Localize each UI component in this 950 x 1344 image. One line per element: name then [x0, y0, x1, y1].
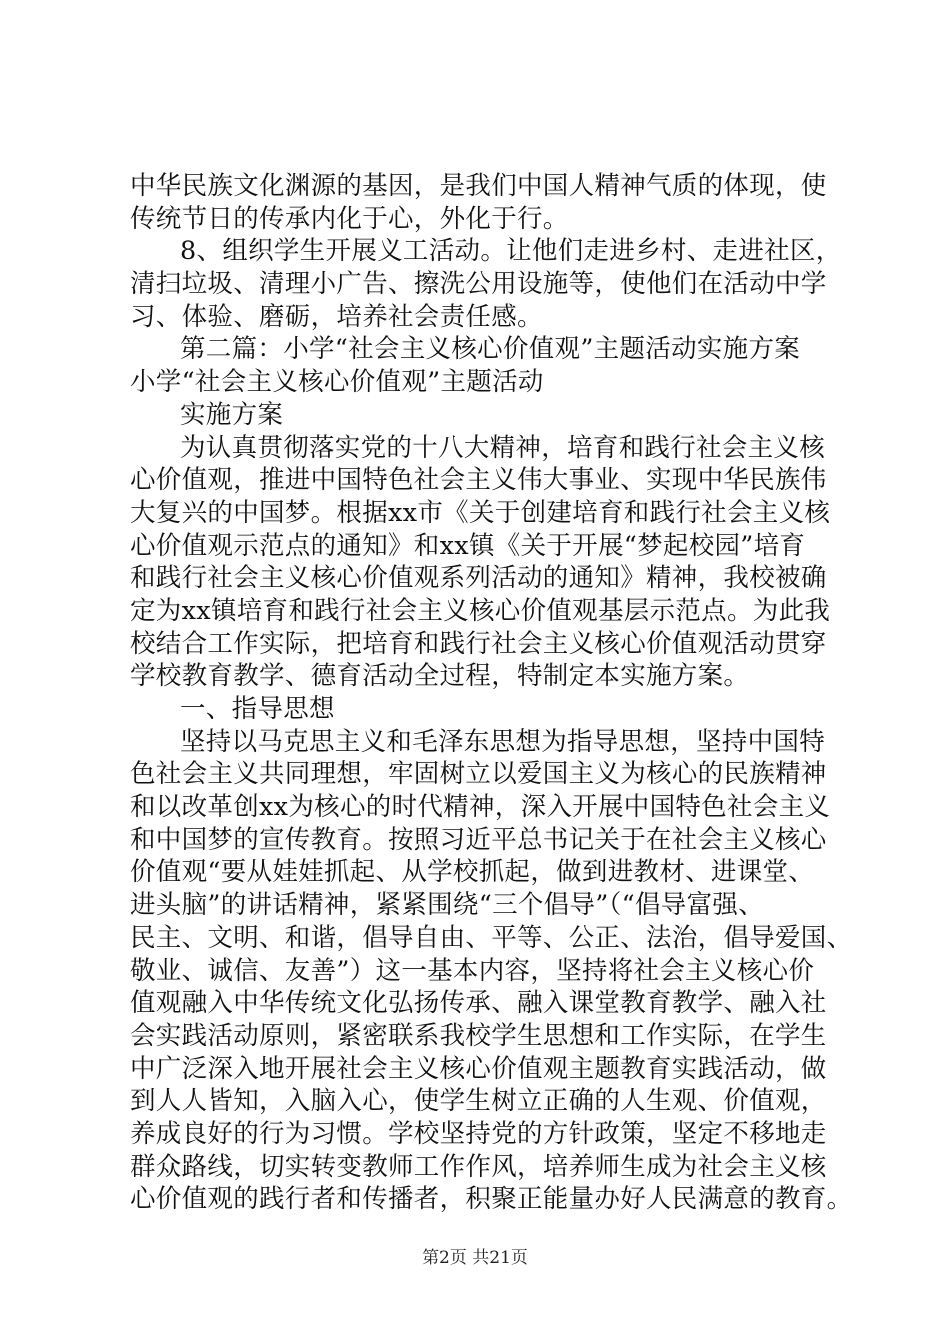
text-line: 中华民族文化渊源的基因，是我们中国人精神气质的体现，使 [130, 171, 827, 201]
text-line: 校结合工作实际，把培育和践行社会主义核心价值观活动贯穿 [130, 628, 827, 659]
list-item-8: 8、组织学生开展义工活动。让他们走进乡村、走进社区， [180, 236, 842, 267]
text-line: 为认真贯彻落实党的十八大精神，培育和践行社会主义核 [180, 432, 826, 463]
text-line: 和践行社会主义核心价值观系列活动的通知》精神，我校被确 [130, 563, 827, 594]
text-line: 心价值观，推进中国特色社会主义伟大事业、实现中华民族伟 [130, 465, 827, 496]
text-line: 和中国梦的宣传教育。按照习近平总书记关于在社会主义核心 [130, 824, 827, 855]
text-line: 值观融入中华传统文化弘扬传承、融入课堂教育教学、融入社 [130, 988, 827, 1019]
text-line: 民主、文明、和谐，倡导自由、平等、公正、法治，倡导爱国、 [130, 922, 853, 953]
text-line: 进头脑”的讲话精神，紧紧围绕“三个倡导”（“倡导富强、 [130, 890, 764, 921]
text-line: 价值观“要从娃娃抓起、从学校抓起，做到进教材、进课堂、 [130, 857, 815, 888]
subsection-heading: 一、指导思想 [180, 694, 335, 724]
text-line: 学校教育教学、德育活动全过程，特制定本实施方案。 [130, 661, 750, 692]
text-line: 会实践活动原则，紧密联系我校学生思想和工作实际，在学生 [130, 1020, 827, 1051]
section-subtitle-2: 实施方案 [180, 399, 284, 430]
text-line: 养成良好的行为习惯。学校坚持党的方针政策，坚定不移地走 [130, 1118, 827, 1149]
text-line: 大复兴的中国梦。根据xx市《关于创建培育和践行社会主义核 [130, 497, 831, 528]
document-body [130, 170, 853, 1216]
page-number-footer: 第2页 共21页 [422, 1248, 528, 1268]
text-line: 心价值观的践行者和传播者，积聚正能量办好人民满意的教育。 [130, 1184, 853, 1215]
text-line: 群众路线，切实转变教师工作作风，培养师生成为社会主义核 [130, 1151, 827, 1182]
text-line: 清扫垃圾、清理小广告、擦洗公用设施等，使他们在活动中学 [130, 269, 827, 300]
text-line: 心价值观示范点的通知》和xx镇《关于开展“梦起校园”培育 [130, 530, 806, 561]
text-line: 定为xx镇培育和践行社会主义核心价值观基层示范点。为此我 [130, 595, 831, 626]
text-line: 中广泛深入地开展社会主义核心价值观主题教育实践活动，做 [130, 1053, 827, 1084]
text-line: 坚持以马克思主义和毛泽东思想为指导思想，坚持中国特 [180, 726, 826, 757]
section-subtitle: 小学“社会主义核心价值观”主题活动 [130, 367, 544, 398]
section-heading: 第二篇：小学“社会主义核心价值观”主题活动实施方案 [180, 334, 801, 365]
text-line: 和以改革创xx为核心的时代精神，深入开展中国特色社会主义 [130, 792, 831, 823]
text-line: 传统节日的传承内化于心，外化于行。 [130, 203, 569, 234]
text-line: 到人人皆知，入脑入心，使学生树立正确的人生观、价值观， [130, 1086, 827, 1117]
text-line: 习、体验、磨砺，培养社会责任感。 [130, 301, 543, 332]
text-line: 色社会主义共同理想，牢固树立以爱国主义为核心的民族精神 [130, 759, 827, 790]
text-line: 敬业、诚信、友善”）这一基本内容，坚持将社会主义核心价 [130, 955, 815, 986]
